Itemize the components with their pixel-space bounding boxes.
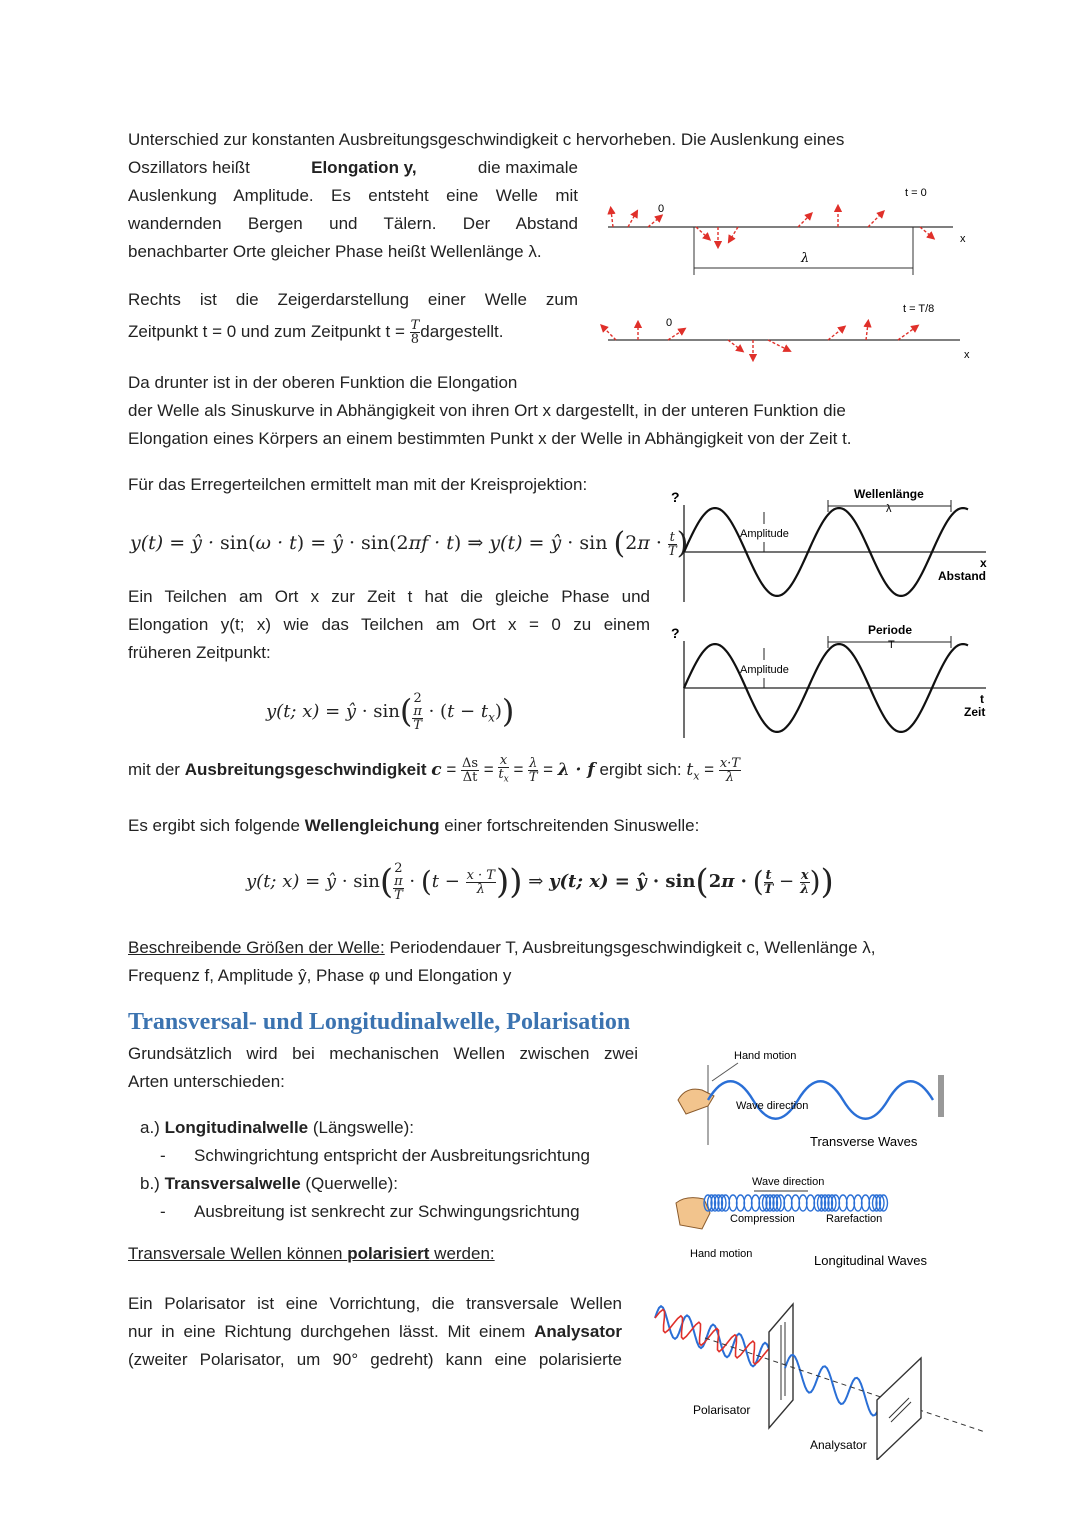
- list-sub-item: - Ausbreitung ist senkrecht zur Schwingungsrichtung: [160, 1202, 580, 1221]
- label-t0: t = 0: [905, 187, 927, 199]
- text-span: Transversale Wellen können: [128, 1244, 348, 1263]
- text-line: Unterschied zur konstanten Ausbreitungsgeschwindigkeit c hervorheben. Die Auslenkung eines: [128, 130, 845, 149]
- underlined-term: Beschreibende Größen der Welle:: [128, 938, 385, 957]
- text-line: früheren Zeitpunkt:: [128, 643, 271, 662]
- label-wave-direction-small: Wave direction: [736, 1100, 809, 1112]
- text-line: Elongation y(t; x) wie das Teilchen am Ort x = 0 zu einem: [128, 615, 650, 634]
- hand-icon: [678, 1089, 714, 1114]
- text-line: Frequenz f, Amplitude ŷ, Phase φ und Elongation y: [128, 966, 512, 985]
- text-line: [128, 318, 578, 346]
- label-x: x: [980, 556, 987, 570]
- text-span: Schwingrichtung entspricht der Ausbreitungsrichtung: [194, 1146, 590, 1165]
- label-lambda: λ: [801, 251, 810, 266]
- wave-graph-time: [668, 616, 998, 741]
- formula-excitation: y(t) = ŷ · sin(ω · t) = ŷ · sin(2πf · t) ⇒ y(t) = ŷ · sin (2π · $\frac{t}{T}$ ): [130, 526, 689, 561]
- text-span: (Längswelle):: [308, 1118, 414, 1137]
- hand-icon: [676, 1198, 710, 1229]
- wave-types-figure: [668, 1045, 958, 1280]
- question-mark: ?: [671, 489, 680, 505]
- bold-term: Ausbreitungsgeschwindigkeit c: [184, 759, 442, 780]
- text-line: (zweiter Polarisator, um 90° gedreht) kann eine polarisierte: [128, 1350, 622, 1369]
- fraction: [410, 319, 421, 346]
- text-line: Ein Teilchen am Ort x zur Zeit t hat die gleiche Phase und: [128, 587, 650, 606]
- list-marker: b.): [140, 1174, 160, 1193]
- formula-wave-equation: y(t; x) = ŷ · sin( 2 π T · (t − $\frac{x \cdot T}{\lambda}$ )) ⇒ y(t; x) = ŷ · sin(2π · ( $\frac{t}{T}$ − $\frac{x}{\lambda}$ )): [246, 861, 834, 903]
- formula-text: sin(: [220, 532, 256, 554]
- label-lambda: λ: [886, 503, 892, 515]
- polarized-wave: [785, 1355, 879, 1416]
- polarization-figure: [645, 1290, 990, 1460]
- label-period: Periode: [868, 623, 913, 637]
- text-line: [128, 154, 578, 182]
- label-t: t: [980, 692, 984, 706]
- frac-den: 8: [410, 332, 420, 348]
- analyzer: [877, 1358, 921, 1460]
- text-line: Ein Polarisator ist eine Vorrichtung, die transversale Wellen: [128, 1294, 622, 1313]
- question-mark: ?: [671, 625, 680, 641]
- label-abstand: Abstand: [938, 569, 986, 583]
- label-compression: Compression: [730, 1213, 795, 1225]
- label-transverse: Transverse Waves: [810, 1134, 918, 1149]
- text-span: Oszillators heißt: [128, 158, 250, 177]
- text-line: Auslenkung Amplitude. Es entsteht eine Welle mit: [128, 186, 578, 205]
- text-line: [128, 1318, 622, 1346]
- text-line: Da drunter ist in der oberen Funktion die Elongation: [128, 373, 518, 392]
- label-hand-motion: Hand motion: [690, 1248, 753, 1260]
- text-span: nur in eine Richtung durchgehen lässt. Mit einem: [128, 1322, 535, 1341]
- label-hand-motion: Hand motion: [734, 1050, 797, 1062]
- para-phase: [128, 583, 650, 667]
- unpolarized-wave: [655, 1306, 779, 1375]
- label-longitudinal: Longitudinal Waves: [814, 1253, 927, 1268]
- para-quantities: [128, 934, 958, 990]
- text-line: der Welle als Sinuskurve in Abhängigkeit von ihren Ort x dargestellt, in der unteren Funktion die: [128, 401, 846, 420]
- para-types: [128, 1040, 638, 1096]
- text-span: einer fortschreitenden Sinuswelle:: [439, 816, 700, 835]
- text-span: die maximale: [477, 158, 578, 177]
- text-span: werden:: [429, 1244, 495, 1263]
- label-x: x: [960, 233, 966, 245]
- label-rarefaction: Rarefaction: [826, 1213, 883, 1225]
- para-speed: mit der Ausbreitungsgeschwindigkeit c = $\frac{\Delta s}{\Delta t}$ = $\frac{x}{t_x}$ = $\frac{\lambda}{T}$ = λ · f ergibt sich: $t_x$ = $\frac{x\cdot T}{\lambda}$: [128, 753, 740, 785]
- text-line: Elongation eines Körpers an einem bestimmten Punkt x der Welle in Abhängigkeit von der Zeit t.: [128, 429, 852, 448]
- text-line: Rechts ist die Zeigerdarstellung einer Welle zum: [128, 290, 578, 309]
- label-polarisator: Polarisator: [693, 1403, 751, 1417]
- list-item: [140, 1170, 590, 1198]
- text-line: benachbarter Orte gleicher Phase heißt Wellenlänge λ.: [128, 242, 542, 261]
- formula-text: y(t) = ŷ ·: [130, 532, 221, 554]
- list-sub-item: - Schwingrichtung entspricht der Ausbreitungsrichtung: [160, 1146, 590, 1165]
- para-pointer: [128, 286, 578, 346]
- para-intro-cont: [128, 154, 578, 266]
- text-line: [128, 934, 958, 962]
- bold-term: Analysator: [534, 1322, 622, 1341]
- wave-graph-distance: [668, 480, 998, 610]
- list-marker: a.): [140, 1118, 160, 1137]
- label-zero: 0: [658, 203, 665, 215]
- text-span: Ausbreitung ist senkrecht zur Schwingungsrichtung: [194, 1202, 580, 1221]
- bold-term: Longitudinalwelle: [164, 1118, 309, 1137]
- label-T: T: [888, 639, 895, 651]
- text-line: Grundsätzlich wird bei mechanischen Wellen zwischen zwei: [128, 1044, 638, 1063]
- text-span: mit der: [128, 759, 185, 779]
- label-amplitude: Amplitude: [740, 664, 789, 676]
- label-x: x: [964, 349, 970, 361]
- formula-phase: y(t; x) = ŷ · sin( 2 π T · $(t - t_x)$): [266, 691, 515, 733]
- text-span: (Querwelle):: [300, 1174, 398, 1193]
- wave-type-list: [140, 1114, 590, 1226]
- para-functions: [128, 369, 954, 453]
- label-t8: t = T/8: [903, 303, 935, 315]
- para-wave-equation: [128, 816, 699, 836]
- bold-term: Transversalwelle: [164, 1174, 301, 1193]
- label-zeit: Zeit: [964, 705, 986, 719]
- pointer-diagram: [598, 180, 978, 370]
- para-polarizable: [128, 1244, 495, 1264]
- text-line: Arten unterschieden:: [128, 1072, 285, 1091]
- section-heading: Transversal- und Longitudinalwelle, Polarisation: [128, 1009, 631, 1035]
- text-span: dargestellt.: [420, 322, 504, 341]
- bold-term: polarisiert: [347, 1244, 430, 1263]
- list-item: [140, 1114, 590, 1142]
- text-span: Zeitpunkt t = 0 und zum Zeitpunkt t =: [128, 322, 410, 341]
- para-polarizer: [128, 1290, 622, 1374]
- text-span: Es ergibt sich folgende: [128, 816, 305, 835]
- label-wavelength: Wellenlänge: [854, 487, 924, 501]
- bold-term: Wellengleichung: [304, 816, 440, 835]
- label-wave-direction: Wave direction: [752, 1176, 825, 1188]
- longitudinal-spring: [704, 1195, 888, 1211]
- text-line: wandernden Bergen und Tälern. Der Abstand: [128, 214, 578, 233]
- para-excitation: Für das Erregerteilchen ermittelt man mit der Kreisprojektion:: [128, 475, 588, 494]
- wall: [938, 1075, 944, 1117]
- frac-num: T: [410, 318, 420, 334]
- para-intro: [128, 126, 952, 154]
- label-analysator: Analysator: [810, 1438, 867, 1452]
- label-zero: 0: [666, 317, 673, 329]
- text-span: Periodendauer T, Ausbreitungsgeschwindigkeit c, Wellenlänge λ,: [384, 938, 876, 957]
- bold-term: Elongation y,: [311, 158, 417, 177]
- unpolarized-wave: [655, 1310, 773, 1369]
- label-amplitude: Amplitude: [740, 528, 789, 540]
